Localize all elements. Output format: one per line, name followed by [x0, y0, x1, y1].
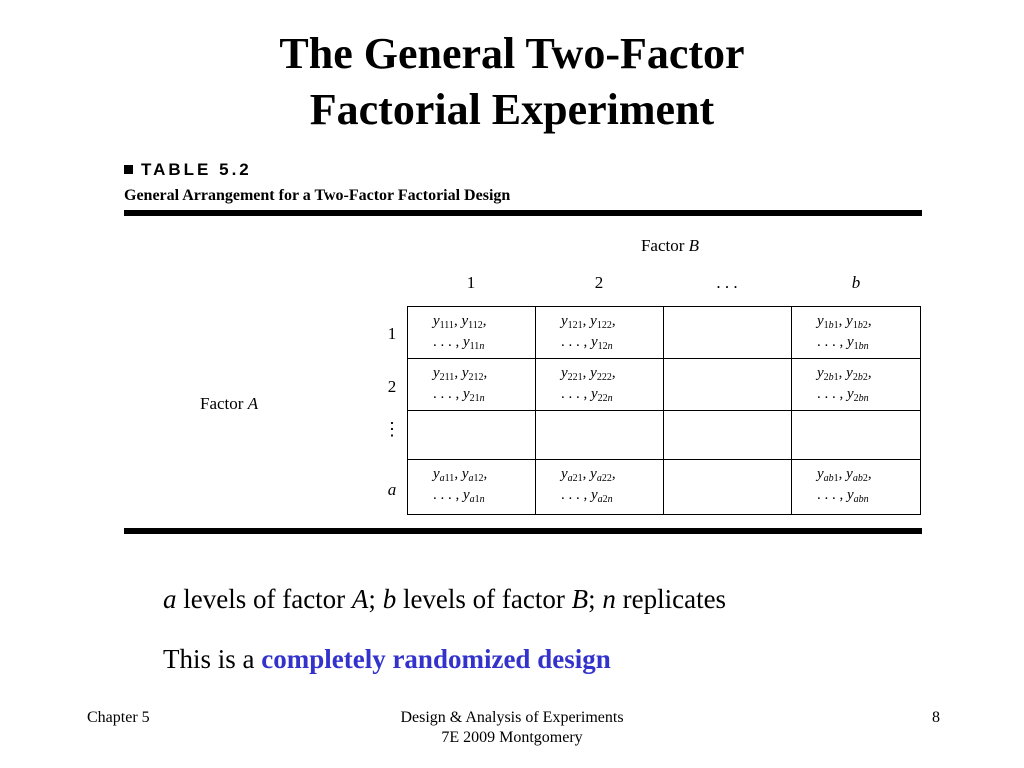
table-cell [535, 464, 663, 506]
factor-a-label: Factor [200, 394, 244, 413]
symbol-a: a [163, 584, 177, 614]
footer-chapter: Chapter 5 [87, 709, 150, 726]
bullet-square-icon [124, 165, 133, 174]
factor-a-header [200, 394, 258, 414]
footer-page-number: 8 [932, 709, 940, 726]
table-cell [535, 311, 663, 353]
column-header: b [851, 273, 861, 292]
factor-b-label: Factor [640, 236, 685, 255]
column-header: . . . [716, 273, 738, 292]
text-fragment: ; [588, 584, 603, 614]
table-label [124, 160, 252, 180]
cell-observations-last: . . . , $y_{abn}$ [817, 487, 869, 505]
cell-observations-last: . . . , $y_{1bn}$ [817, 334, 869, 352]
symbol-b: b [382, 584, 397, 614]
text-fragment: replicates [615, 584, 727, 614]
cell-observations-first: $y_{a11}$, $y_{a12}$, [433, 466, 488, 484]
slide-title-line1: The General Two-Factor [279, 29, 745, 78]
cell-observations-last: . . . , $y_{a2n}$ [561, 487, 613, 505]
row-header: a [387, 480, 397, 499]
cell-observations-first: $y_{111}$, $y_{112}$, [433, 313, 487, 331]
cell-observations-first: $y_{ab1}$, $y_{ab2}$, [817, 466, 872, 484]
footer-book-edition: 7E 2009 Montgomery [441, 729, 583, 746]
table-cell [791, 464, 919, 506]
column-header: 1 [466, 273, 476, 292]
row-header: ⋮ [383, 419, 401, 439]
cell-observations-last: . . . , $y_{21n}$ [433, 386, 485, 404]
cell-observations-first: $y_{221}$, $y_{222}$, [561, 365, 616, 383]
table-top-rule [124, 210, 922, 216]
cell-observations-first: $y_{a21}$, $y_{a22}$, [561, 466, 616, 484]
design-type-emphasis: completely randomized design [261, 644, 611, 674]
table-bottom-rule [124, 528, 922, 534]
table-cell [407, 311, 535, 353]
grid-line [407, 459, 921, 460]
grid-line [407, 410, 921, 411]
row-header: 1 [387, 324, 397, 343]
design-type-statement [163, 644, 611, 675]
cell-observations-first: $y_{2b1}$, $y_{2b2}$, [817, 365, 872, 383]
design-type-prefix: This is a [163, 644, 262, 674]
cell-observations-last: . . . , $y_{2bn}$ [817, 386, 869, 404]
footer-book [362, 708, 662, 748]
cell-observations-last: . . . , $y_{12n}$ [561, 334, 613, 352]
table-caption: General Arrangement for a Two-Factor Factorial Design [124, 187, 511, 204]
symbol-A: A [351, 584, 369, 614]
cell-observations-last: . . . , $y_{a1n}$ [433, 487, 485, 505]
cell-observations-first: $y_{121}$, $y_{122}$, [561, 313, 616, 331]
row-header: 2 [387, 377, 397, 396]
cell-observations-last: . . . , $y_{11n}$ [433, 334, 485, 352]
symbol-n: n [602, 584, 616, 614]
cell-observations-first: $y_{211}$, $y_{212}$, [433, 365, 488, 383]
text-fragment: levels of factor [396, 584, 572, 614]
table-label-text: TABLE 5.2 [141, 160, 252, 179]
table-cell [407, 363, 535, 405]
column-header: 2 [594, 273, 604, 292]
slide-title [0, 26, 1024, 138]
symbol-B: B [571, 584, 589, 614]
footer-book-title: Design & Analysis of Experiments [400, 709, 624, 726]
table-cell [791, 311, 919, 353]
slide-title-line2: Factorial Experiment [309, 85, 715, 134]
cell-observations-last: . . . , $y_{22n}$ [561, 386, 613, 404]
factor-b-symbol: B [688, 236, 700, 255]
text-fragment: levels of factor [176, 584, 352, 614]
table-cell [791, 363, 919, 405]
factor-a-symbol: A [247, 394, 259, 413]
design-description [163, 584, 726, 615]
table-cell [407, 464, 535, 506]
factor-b-header [590, 236, 750, 256]
table-cell [535, 363, 663, 405]
cell-observations-first: $y_{1b1}$, $y_{1b2}$, [817, 313, 872, 331]
text-fragment: ; [368, 584, 383, 614]
grid-line [407, 358, 921, 359]
